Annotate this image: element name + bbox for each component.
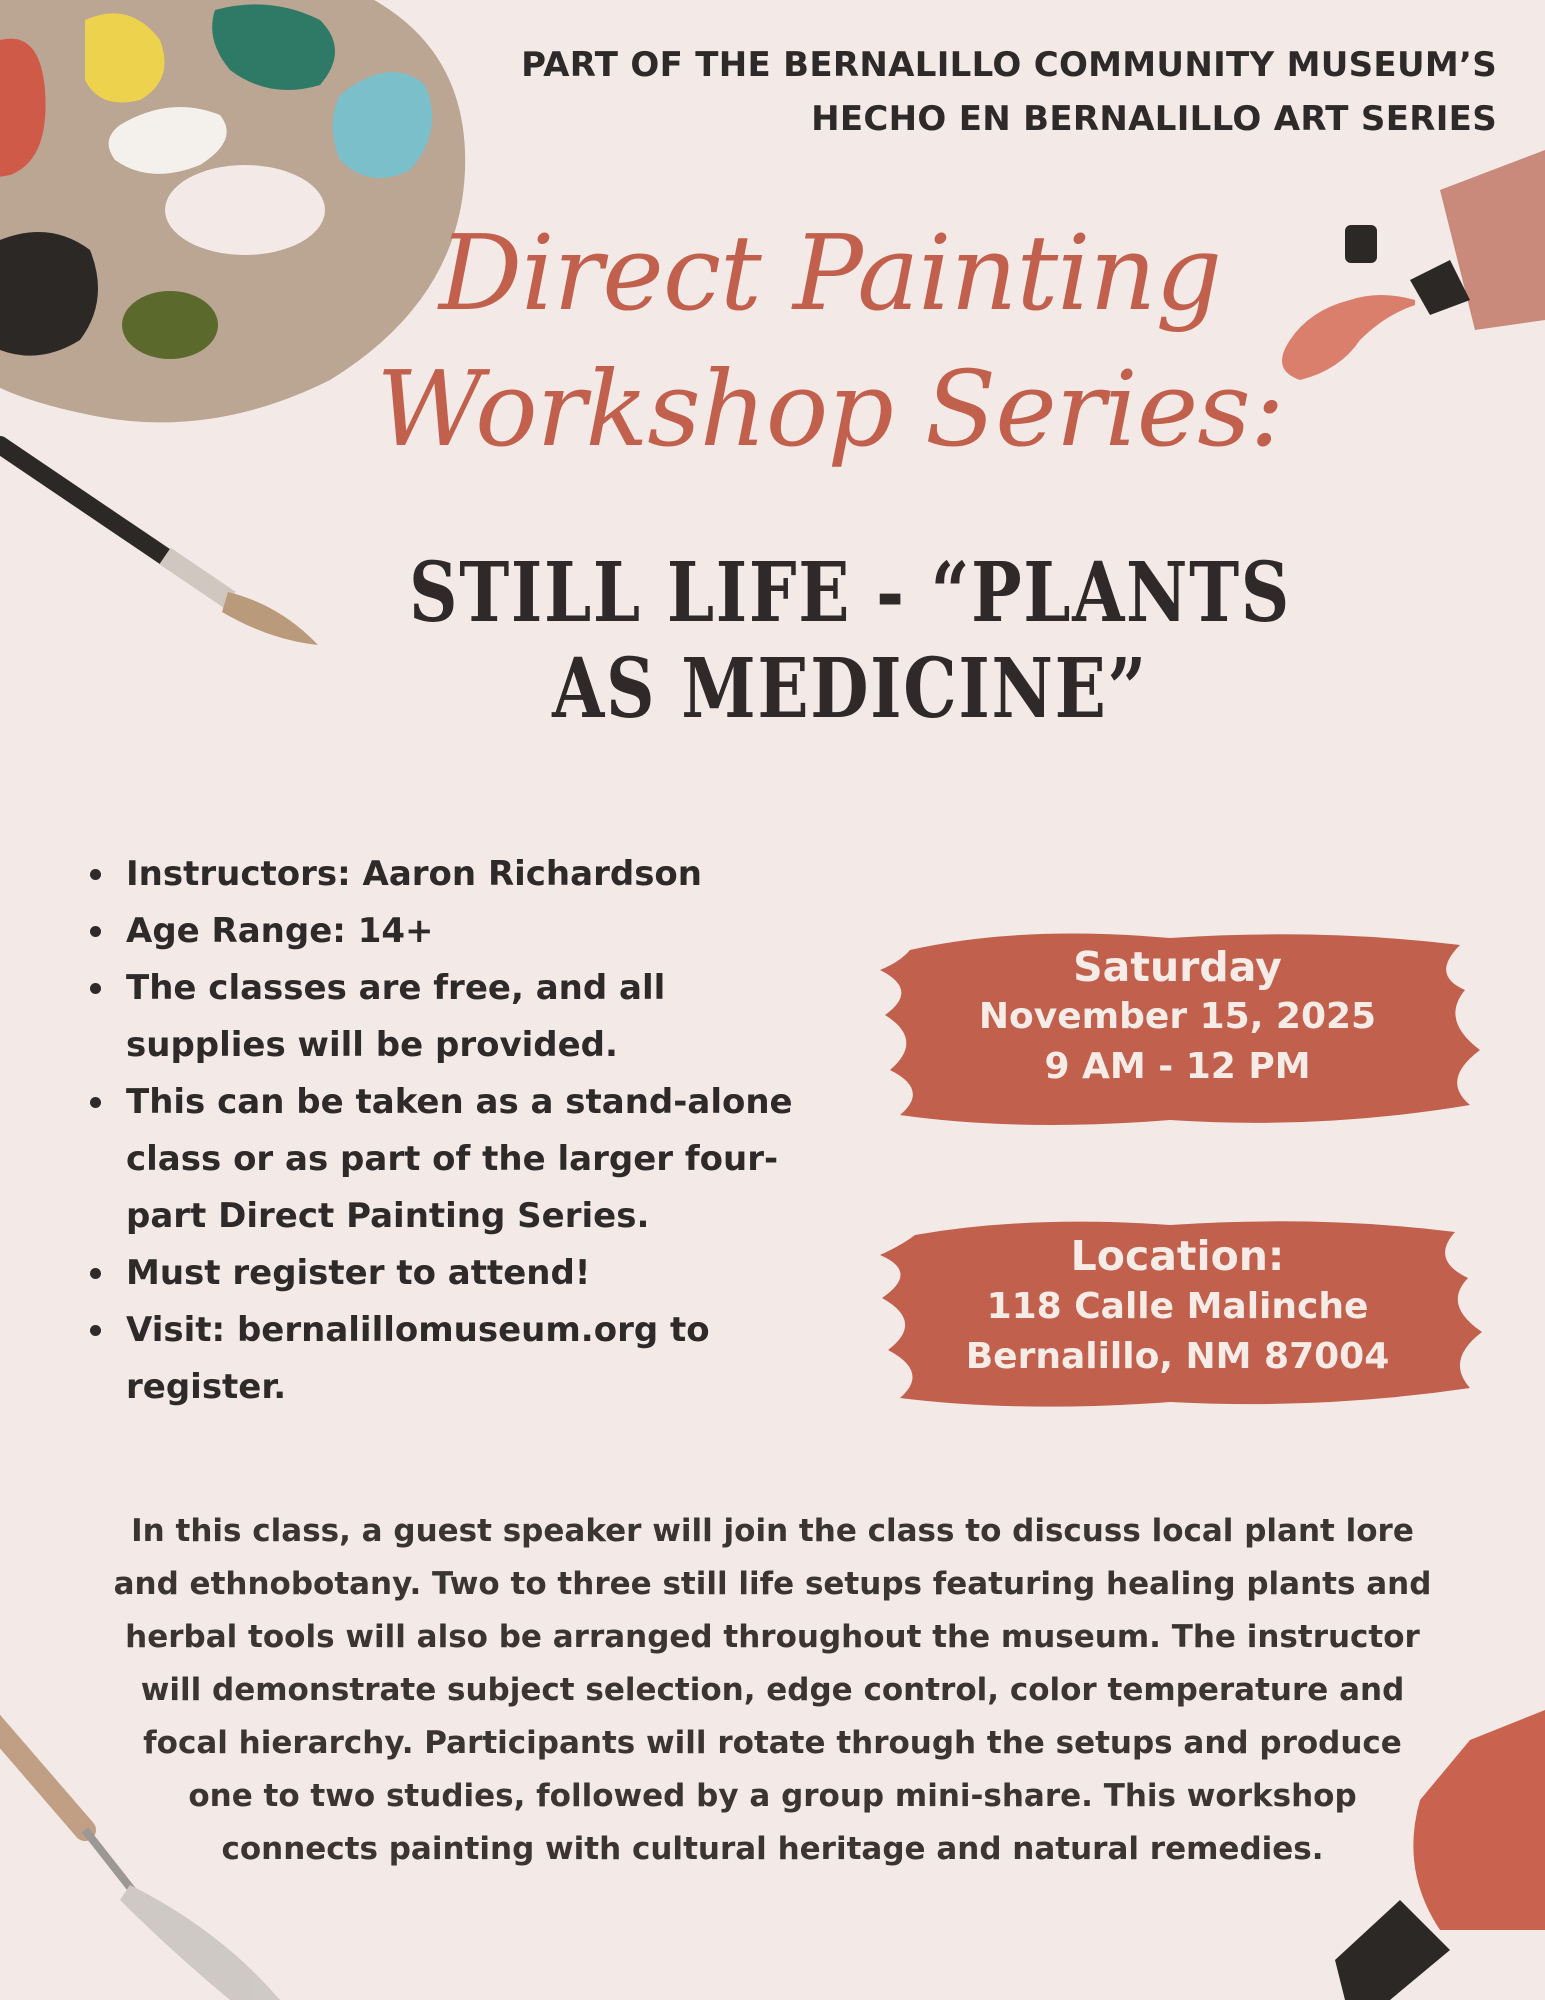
date-time: 9 AM - 12 PM xyxy=(1044,1046,1311,1087)
date-day: Saturday xyxy=(1073,943,1282,991)
series-header-line-1: PART OF THE BERNALILLO COMMUNITY MUSEUM’S xyxy=(521,45,1497,85)
series-header xyxy=(521,38,1497,146)
workshop-description: In this class, a guest speaker will join the class to discuss local plant lore and ethnobotany. Two to three still life setups featuring healing plants and herbal tools will also be arranged throughout the museum. The instructor will demonstrate subject selection, edge control, color temperature and focal hierarchy. Participants will rotate through the setups and produce one to two studies, followed by a group mini-share. This workshop connects painting with cultural heritage and natural remedies. xyxy=(113,1513,1432,1867)
details-list xyxy=(82,846,826,1416)
date-date: November 15, 2025 xyxy=(978,996,1377,1037)
detail-age-range: Age Range: 14+ xyxy=(126,903,826,960)
script-title-line-1: Direct Painting xyxy=(438,212,1222,334)
script-title xyxy=(330,205,1330,477)
location-address-2: Bernalillo, NM 87004 xyxy=(965,1336,1390,1377)
main-title xyxy=(399,545,1301,737)
date-box xyxy=(870,920,1485,1135)
detail-visit-website: Visit: bernalillomuseum.org to register. xyxy=(126,1302,826,1416)
location-box xyxy=(870,1210,1485,1415)
detail-instructors: Instructors: Aaron Richardson xyxy=(126,846,826,903)
paintbrush-icon xyxy=(0,445,318,645)
detail-free-supplies: The classes are free, and all supplies will be provided. xyxy=(126,960,826,1074)
series-header-line-2: HECHO EN BERNALILLO ART SERIES xyxy=(811,99,1497,139)
main-title-line-2: AS MEDICINE” xyxy=(552,641,1148,737)
detail-standalone: This can be taken as a stand-alone class or as part of the larger four-part Direct Painting Series. xyxy=(126,1074,826,1245)
script-title-line-2: Workshop Series: xyxy=(376,348,1284,470)
location-address-1: 118 Calle Malinche xyxy=(986,1286,1369,1327)
main-title-line-1: STILL LIFE - “PLANTS xyxy=(408,545,1292,641)
location-label: Location: xyxy=(1070,1232,1285,1280)
detail-register: Must register to attend! xyxy=(126,1245,826,1302)
